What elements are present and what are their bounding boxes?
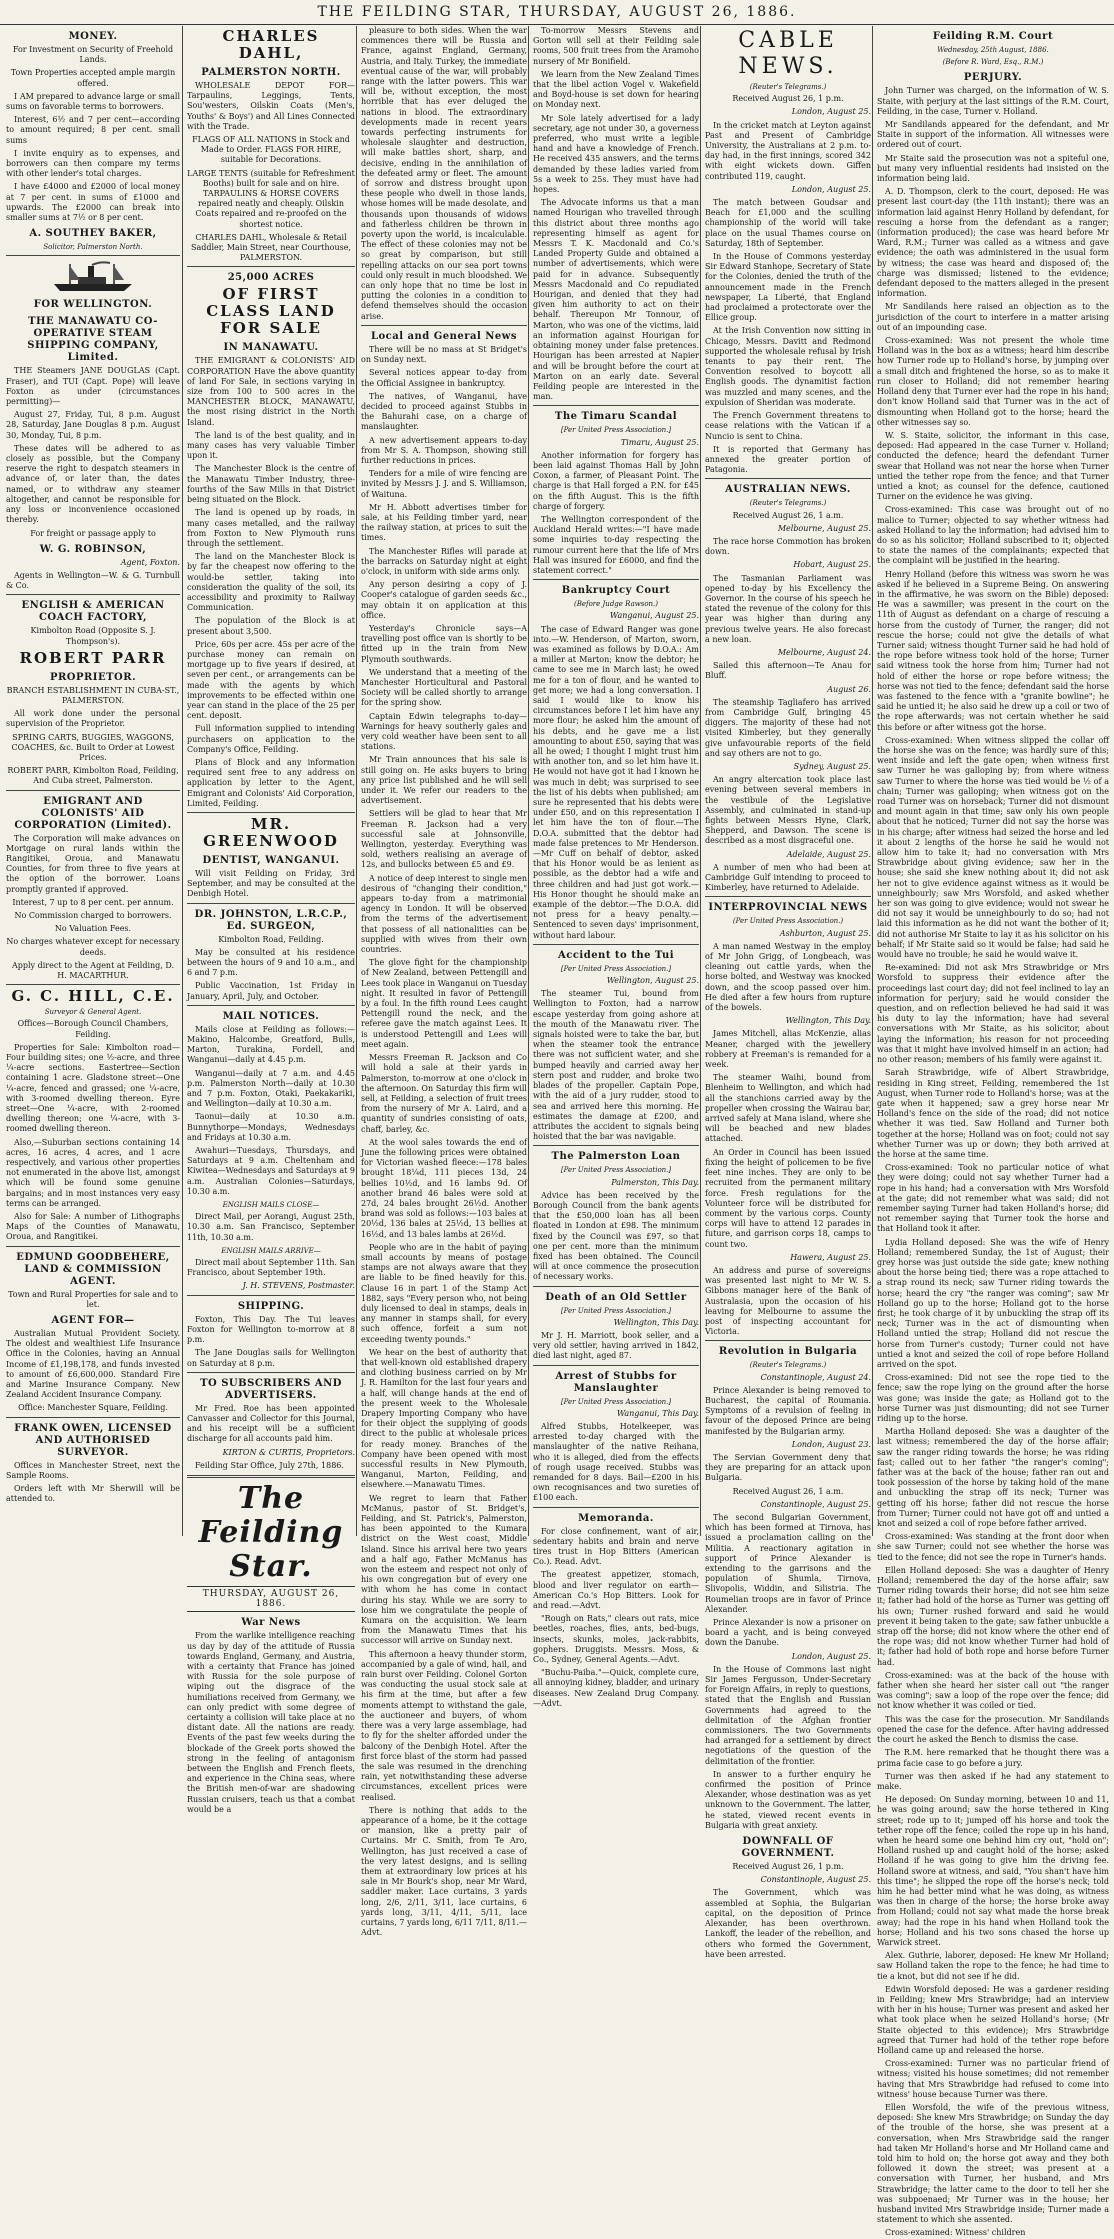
- agent-heading: AGENT FOR—: [51, 1315, 135, 1327]
- palmerston-loan-text: Advice has been received by the Borough Council from the bank agents that the £50,000 loan has all been floated in London at £98. The minimum fixed by the Council was £97, so that one per cent. more than the minimum fixed has been obtained. The Council will at once commence the prosecution of necessary works.: [533, 1190, 699, 1282]
- local-news-item: Yesterday's Chronicle says—A travelling post office van is shortly to be fitted up in the train from New Plymouth southwards.: [361, 623, 527, 664]
- court-text: Ellen Worsfold, the wife of the previous witness, deposed: She knew Mrs Strawbridge; on Sunday the day of the trouble of the horse, she was present at a conversation, when Mrs Strawbridge said the ranger had taken Mr Holland's horse and Mr Holland came and told him to hold on; the horse got away and they both followed it down the street; was present at a conversation with Turner, her husband, and Mrs Strawbridge; the latter came to the door to tell her she was subpoenaed; Mr Turner was in the house; her husband invited Mrs Strawbridge inside; Turner made a statement to which she assented.: [877, 2103, 1109, 2225]
- cable-text: In the cricket match at Leyton against Past and Present of Cambridge University, the Australians at 2 p.m. to-day had, in the first innings, scored 342 with eight wickets down. Giffen contributed 119, caught.: [705, 120, 871, 181]
- bulgaria-received: Received August 26, 1 a.m.: [732, 1486, 844, 1496]
- downfall-heading: DOWNFALL OF GOVERNMENT.: [741, 1836, 835, 1860]
- interprovincial-text: An Order in Council has been issued fixing the height of policemen to be five feet nine inches. They are only to be recruited from the permanent military force. Fresh regulations for the Volunteer force will be distributed for comment by the various corps. County corps will have to attend 12 parades in future, and garrison corps 18, camps to count two.: [705, 1147, 871, 1249]
- parr-name: ROBERT PARR: [19, 648, 167, 667]
- court-text: The R.M. here remarked that he thought there was a prima facie case to go before a jury.: [877, 1748, 1109, 1768]
- parr-text-2: All work done under the personal supervision of the Proprietor.: [6, 709, 180, 729]
- downfall-received: Received August 26, 1 p.m.: [732, 1862, 844, 1872]
- cable-news-heading: CABLE NEWS.: [738, 28, 838, 79]
- local-news-item: There will be no mass at St Bridget's on Sunday next.: [361, 344, 527, 365]
- johnston-text-2: May be consulted at his residence between the hours of 9 and 10 a.m., and 6 and 7 p.m.: [187, 947, 355, 978]
- interprovincial-source: (Per United Press Association.): [732, 917, 844, 926]
- local-news-heading: Local and General News: [370, 330, 518, 342]
- divider: [533, 1507, 699, 1508]
- manawatu-text-3: These dates will be adhered to as closely as possible, but the Company reserve the right to despatch steamers in advance of, or later than, the dates named, or to withdraw any steamer altogether, and cannot be responsible for any loss or inconvenience occasioned thereby.: [6, 443, 180, 525]
- war-news-text: From the warlike intelligence reaching us day by day of the attitude of Russia towards England, Germany, and Austria, with a certainty that France has joined with Russia for the sole purpose of wiping out the disgrace of the humiliations received from Germany, we can only predict with some degree of certainty a collision will take place at no distant date. All the nations are ready. Events of the past few weeks during the blockade of the Greek ports showed the strong in the feeling of antagonism between the English and French fleets, and experience in the China seas, where the British men-of-war are shadowing Russian cruisers, teach us that a combat would be a: [187, 1631, 355, 1814]
- australian-news-source: (Reuter's Telegrams.): [749, 499, 827, 508]
- local-news-item: The Manchester Rifles will parade at the barracks on Saturday night at eight o'clock, in uniform with side arms only.: [361, 546, 527, 576]
- emigrant-text-3: No Commission charged to borrowers.: [14, 910, 172, 920]
- manawatu-signature: W. G. ROBINSON,: [39, 543, 147, 555]
- local-news-item: Any person desiring a copy of J. Cooper's catalogue of garden seeds &c., may obtain it on application at this office.: [361, 580, 527, 620]
- divider: [6, 255, 180, 256]
- court-text: Cross-examined: Did not see the rope tied to the fence; saw the rope lying on the ground after the horse was gone; was inside the gate; as Holland got to the horse Turner was just dismounting; did not see Turner riding up to the horse.: [877, 1373, 1109, 1423]
- divider: [187, 266, 355, 267]
- cable-dateline: London, August 25.: [791, 184, 871, 194]
- parr-signature: ROBERT PARR, Kimbolton Road, Feilding, And Cuba street, Palmerston.: [7, 766, 179, 786]
- shipping-heading: SHIPPING.: [237, 1300, 305, 1312]
- stubbs-dateline: Wanganui, This Day.: [616, 1408, 699, 1418]
- court-text: Re-examined: Did not ask Mrs Strawbridge or Mrs Worsfold to suppress their evidence after the proceedings last court day; did not feel inclined to lay an information for perjury; said he would consider the question, and on reflection believed he had said it was his duty to lay the information; have had several conversations with Mr Staite, as his solicitor, about laying the information; his reason for not proceeding was that it might have involved himself in an action; had no other reason; members of his family were against it.: [877, 963, 1109, 1065]
- settler-text: Mr J. H. Marriott, book seller, and a very old settler, having arrived in 1842, died last night, aged 87.: [533, 1330, 699, 1361]
- acres-text-7: Price, 60s per acre. 45s per acre of the purchase money can remain on mortgage up to five years if desired, at seven per cent., or arrangements can be made with the agents by which improvements to be effected within one year can stand in the place of the 25 per cent. deposit.: [187, 639, 355, 721]
- interprovincial-text: The steamer Waihi, bound from Blenheim to Wellington, and which had all the stanchions carried away by the propeller when crossing the Wairau bar, arrived safely at Mana island, where she will be beached and new blades attached.: [705, 1073, 871, 1144]
- bulgaria-source: (Reuter's Telegrams.): [749, 1361, 827, 1370]
- emigrant-heading: EMIGRANT AND COLONISTS' AID CORPORATION (Limited).: [14, 795, 172, 831]
- divider: [6, 790, 180, 791]
- column-1: [2, 26, 184, 1536]
- emigrant-text-1: The Corporation will make advances on Mortgage on rural lands within the Rangitikei, Oroua, and Manawatu Counties, for from three to five years at the option of the borrower. Loans promptly granted if approved.: [6, 833, 180, 894]
- bulgaria-dateline: Constantinople, August 25.: [760, 1499, 871, 1509]
- agent-text-1: Australian Mutual Provident Society. The oldest and wealthiest Life Insurance Office in the Colonies, having an Annual Income of £1,198,178, and funds invested to amount of £6,600,000. Standard Fire and Marine Insurance Company. New Zealand Accident Insurance Company.: [6, 1329, 180, 1400]
- timaru-text-2: The Wellington correspondent of the Auckland Herald writes:—"I have made some inquiries to-day respecting the rumour current here that the life of Mrs Hall was insured for £6000, and find the statement correct.": [533, 514, 699, 575]
- acres-text-6: The population of the Block is at present about 3,500.: [187, 616, 355, 636]
- local-news-item: The natives, of Wanganui, have decided to proceed against Stubbs in the Bahurahi case, on a charge of manslaughter.: [361, 391, 527, 432]
- dahl-signature: CHARLES DAHL, Wholesale & Retail Saddler, Main Street, near Courthouse, PALMERSTON.: [191, 232, 351, 263]
- acres-text-4: The land is opened up by roads, in many cases metalled, and the railway from Foxton to New Plymouth runs through the settlement.: [187, 508, 355, 548]
- timaru-dateline: Timaru, August 25.: [620, 437, 699, 447]
- mail-text-2: Wanganui—daily at 7 a.m. and 4.45 p.m. Palmerston North—daily at 10.30 and 7 p.m. Foxton, Otaki, Paekakariki, and Wellington—daily at 10.30 a.m.: [187, 1068, 355, 1109]
- dahl-text-3: LARGE TENTS (suitable for Refreshment Booths) built for sale and on hire. TARPAULINS & HORSE COVERS repaired neatly and cheaply. Oilskin Coats repaired and re-proofed on the shortest notice.: [187, 168, 355, 229]
- bankruptcy-text: The case of Edward Ranger was gone into.—W. Henderson, of Marton, sworn, was examined as follows by D.O.A.: Am a miller at Marton; know the debtor; he came to see me in March last; he owed me for a ton of flour, and he wanted to get more; we had a long conversation. I said I would like to know his circumstances before I let him have any more flour; he asked him the amount of his debts, and he gave me a list amounting to about £50, saying that was all he owed; I thought I might trust him with another ton, and so let him have it. He would not have got it had I known he was much in debt; was surprised to see the list of his debts when published; am sure he represented that his debts were under £50, and on this representation I let him have the ton of flour.—The D.O.A. submitted that the debtor had made false pretences to Mr Henderson.—Mr Cuff on behalf of debtor, asked that his Honor would be as lenient as possible, as the debtor had a wife and three children and had just got work.—His Honor thought he should make an example of the debtor.—The D.O.A. did not press for a heavy penalty.—Sentenced to seven days' imprisonment, without hard labour.: [533, 624, 699, 940]
- shipping-text-1: Foxton, This Day. The Tui leaves Foxton for Wellington to-morrow at 8 p.m.: [187, 1314, 355, 1345]
- timaru-text-1: Another information for forgery has been laid against Thomas Hall by John Coxon, a farmer, of Pleasant Point. The charge is that Hall forged a P.N. for £45 on the fifth August. This is the fifth charge of forgery.: [533, 450, 699, 511]
- acres-text-3: The Manchester Block is the centre of the Manawatu Timber Industry, three-fourths of the Saw Mills in that District being situated on the Block.: [187, 464, 355, 505]
- court-text: Edwin Worsfold deposed: He was a gardener residing in Feilding; knew Mrs Strawbridge; had an interview with her in his house; Turner was present and asked her what took place when he seized Holland's horse; (Mr Staite objected to this evidence); Mrs Strawbridge agreed that Turner had hold of the tether rope before Holland came up and released the horse.: [877, 1984, 1109, 2055]
- rm-court-heading: Feilding R.M. Court: [932, 31, 1054, 42]
- bulgaria-text: The second Bulgarian Government, which has been formed at Tirnova, has issued a proclamation calling on the Militia. A reactionary agitation in support of Prince Alexander is extending to the garrisons and the population of Shumla, Tirnova, Slivopolis, Widdin, and Silistria. The Roumelian troops are in favor of Prince Alexander.: [705, 1512, 871, 1614]
- court-text: Mr Sandilands appeared for the defendant, and Mr Staite in support of the information. All witnesses were ordered out of court.: [877, 120, 1109, 150]
- bulgaria-text: The Servian Government deny that they are preparing for an attack upon Bulgaria.: [705, 1452, 871, 1483]
- australian-text: An angry altercation took place last evening between several members in the vestibule of the Legislative Assembly, and culminated in stand-up fights between Messrs Hyne, Clark, Shepperd, and Dawson. The scene is described as a most disgraceful one.: [705, 775, 871, 846]
- court-text: Cross-examined: was at the back of the house with father when she heard her sister call out "the ranger was coming"; saw a loop of the rope over the fence; did not know whether it was coiled or tied.: [877, 1670, 1109, 1711]
- court-text: Alex. Guthrie, laborer, deposed: He knew Mr Holland; saw Holland taken the rope to the fence; he had time to tie a knot, but did not see if he did.: [877, 1951, 1109, 1981]
- memoranda-item: For close confinement, want of air, sedentary habits and brain and nerve tires trust in Hop Bitters (American Co.). Read. Advt.: [533, 1526, 699, 1567]
- owen-text-1: Offices in Manchester Street, next the Sample Rooms.: [6, 1460, 180, 1480]
- bulgaria-text: Prince Alexander is now a prisoner on board a yacht, and is being conveyed down the Danube.: [705, 1618, 871, 1648]
- court-text: Cross-examined: Was standing at the front door when she saw Turner; could not see whether the horse was tied to the fence; did not see the rope in Turner's hands.: [877, 1532, 1109, 1562]
- manawatu-text-2: August 27, Friday, Tui, 8 p.m. August 28, Saturday, Jane Douglas 8 p.m. August 30, Monday, Tui, 8 p.m.: [6, 410, 180, 440]
- australian-text: Sailed this afternoon—Te Anau for Bluff.: [705, 661, 871, 681]
- hill-text-1: Properties for Sale: Kimbolton road—Four building sites; one ½-acre, and three ¼-acre sections. Eastertree—Section containing 1 acre. Gladstone street—One ¼-acre, fenced and grassed; one ¼-acre, with 3-roomed dwelling thereon. Eyre street—One ¼-acre, with 2-roomed dwelling thereon; one ¼-acre, with 3-roomed dwelling thereon.: [6, 1042, 180, 1134]
- mail-text-1: Mails close at Feilding as follows:—Makino, Halcombe, Greatford, Bulls, Marton, Turakina, Fordell, and Wanganui—daily at 4.45 p.m.: [187, 1024, 355, 1065]
- interprovincial-dateline: Ashburton, August 25.: [779, 928, 871, 938]
- divider: [187, 1372, 355, 1373]
- local-news-item: Several notices appear to-day from the Official Assignee in bankruptcy.: [361, 368, 527, 388]
- australian-dateline: Melbourne, August 25.: [777, 523, 871, 533]
- tui-source: [Per United Press Association.]: [560, 964, 672, 973]
- emigrant-text-5: No charges whatever except for necessary deeds.: [6, 937, 180, 957]
- english-arrive-heading: ENGLISH MAILS ARRIVE—: [221, 1246, 321, 1255]
- subscribers-heading: TO SUBSCRIBERS AND ADVERTISERS.: [200, 1377, 342, 1401]
- local-news-item: This afternoon a heavy thunder storm, accompanied by a gale of wind, hail, and rain burst over Feilding. Colonel Gorton was conducting the usual stock sale at his firm at the time, but after a few moments attempt to withstand the gale, the auctioneer and buyers, of whom there was a very large assemblage, had to fly for the shelter afforded under the balcony of the Denbigh Hotel. After the first force blast of the storm had passed the sale was resumed in the drenching rain, yet notwithstanding these adverse circumstances, excellent prices were realised.: [361, 1649, 527, 1802]
- timaru-heading: The Timaru Scandal: [554, 411, 678, 423]
- acres-place: IN MANAWATU.: [223, 342, 319, 354]
- local-news-item: Settlers will be glad to hear that Mr Freeman R. Jackson had a very successful sale at Johnsonville, Wellington, yesterday. Everything was sold, wethers realising an average of 12s, and bullocks between £5 and £9.: [361, 809, 527, 870]
- stubbs-heading: Arrest of Stubbs for Manslaughter: [555, 1370, 677, 1394]
- greenwood-text: Will visit Feilding on Friday, 3rd September, and may be consulted at the Denbigh Hotel.: [187, 868, 355, 899]
- palmerston-loan-heading: The Palmerston Loan: [551, 1151, 681, 1163]
- divider: [533, 1286, 699, 1287]
- goodbehere-text: Town and Rural Properties for sale and to let.: [8, 1289, 178, 1309]
- palmerston-loan-dateline: Palmerston, This Day.: [611, 1177, 699, 1187]
- hill-text-2: Also,—Suburban sections containing 14 acres, 16 acres, 4 acres, and 1 acre respectively, and various other properties not enumerated in the above list, amongst which will be found some genuine bargains; and in most instances very easy terms can be arranged.: [6, 1137, 180, 1208]
- palmerston-loan-source: [Per United Press Association.]: [560, 1166, 672, 1175]
- johnston-text-3: Public Vaccination, 1st Friday in January, April, July, and October.: [187, 981, 355, 1001]
- local-news-item: We learn from the New Zealand Times that the libel action Vogel v. Wakefield and Boyd-house is set down for hearing on Monday next.: [533, 69, 699, 110]
- divider: [705, 478, 871, 479]
- hill-offices: Offices—Borough Council Chambers, Feilding.: [17, 1019, 169, 1039]
- court-text: A. D. Thompson, clerk to the court, deposed: He was present last court-day (the 11th instant); there was an information laid against Henry Holland by defendant, for rescuing a horse from the defendant as a ranger; (information produced); the case was heard before Mr Ward, R.M.; Turner was called as a witness and gave evidence; the oath was administered in the usual form by witness; the case was heard and disposed of; the charge was dismissed; listened to the evidence; defendant deposed to the matters alleged in the present information.: [877, 187, 1109, 299]
- local-news-item: To-morrow Messrs Stevens and Gorton will sell at their Feilding sale rooms, 500 fruit trees from the Aramoho nursery of Mr Bonifield.: [533, 26, 699, 66]
- column-2: [182, 26, 359, 1814]
- downfall-dateline: Constantinople, August 25.: [760, 1875, 871, 1885]
- money-subheading: For Investment on Security of Freehold Lands.: [12, 45, 174, 65]
- bulgaria-heading: Revolution in Bulgaria: [718, 1346, 858, 1358]
- court-text: John Turner was charged, on the information of W. S. Staite, with perjury at the last sittings of the R.M. Court, Feilding, in the case, Turner v. Holland.: [877, 86, 1109, 116]
- rm-court-date: Wednesday, 25th August, 1886.: [937, 46, 1049, 54]
- subscribers-signature: KIRTON & CURTIS, Proprietors.: [222, 1447, 355, 1457]
- greenwood-title: DENTIST, WANGANUI.: [202, 854, 340, 866]
- divider: [533, 1365, 699, 1366]
- memoranda-item: The greatest appetizer, stomach, blood and liver regulator on earth—American Co.'s Hop Bitters. Look for and read.—Advt.: [533, 1570, 699, 1611]
- timaru-source: [Per United Press Association.]: [560, 426, 672, 435]
- parr-text-1: BRANCH ESTABLISHMENT IN CUBA-ST., PALMERSTON.: [6, 685, 180, 705]
- memoranda-heading: Memoranda.: [578, 1512, 654, 1524]
- local-news-item: Messrs Freeman R. Jackson and Co will hold a sale at their yards in Palmerston, to-morrow at one o'clock in the afternoon. On Saturday this firm will sell, at Feilding, a selection of fruit trees from the nursery of Mr A. Laird, and a quantity of sundries consisting of oats, chaff, barley, &c.: [361, 1053, 527, 1134]
- australian-dateline: Melbourne, August 24.: [777, 647, 871, 657]
- subscribers-text-1: Mr Fred. Roe has been appointed Canvasser and Collector for this Journal, and his receipt will be a sufficient discharge for all accounts paid him.: [187, 1403, 355, 1444]
- emigrant-text-6: Apply direct to the Agent at Feilding, D. H. MACARTHUR.: [11, 960, 175, 980]
- divider: [6, 1246, 180, 1247]
- money-text-2: I AM prepared to advance large or small sums on favorable terms to borrowers.: [6, 91, 180, 112]
- page-masthead: THE FEILDING STAR, THURSDAY, AUGUST 26, 1886.: [0, 0, 1114, 25]
- bankruptcy-dateline: Wanganui, August 25.: [609, 611, 699, 621]
- money-signature: A. SOUTHEY BAKER,: [29, 228, 157, 240]
- interprovincial-text: An address and purse of sovereigns was presented last night to Mr W. S. Gibbons manager here of the Bank of Australasia, upon the occasion of his leaving for Melbourne to assume the post of inspecting accountant for Victoria.: [705, 1265, 871, 1337]
- local-news-item: The glove fight for the championship of New Zealand, between Pettengill and Lees took place in Wanganui on Tuesday night. It resulted in favor of Pettengill by a foul. In the fifth round Lees caught Pettengill round the neck, and the referee gave the match against Lees. It is understood Pettengill and Lees will meet again.: [361, 958, 527, 1049]
- australian-news-heading: AUSTRALIAN NEWS.: [725, 484, 851, 496]
- bankruptcy-heading: Bankruptcy Court: [561, 585, 671, 597]
- rm-court-before: (Before R. Ward, Esq., R.M.): [942, 58, 1044, 67]
- bankruptcy-judge: (Before Judge Rawson.): [573, 600, 659, 609]
- dahl-heading: CHARLES DAHL,: [222, 27, 320, 62]
- bulgaria-text: In the House of Commons last night Sir James Fergusson, Under-Secretary for Foreign Affairs, in reply to questions, stated that the English and Russian Governments had agreed to the delimitation of the Afghan frontier commissioners. The two Governments had arranged for a settlement by direct negotiations of the question of the delimitation of the frontier.: [705, 1664, 871, 1766]
- divider: [533, 405, 699, 406]
- coach-text: Kimbolton Road (Opposite S. J. Thompson's).: [30, 626, 156, 646]
- australian-text: The steamship Tagliafero has arrived from Cambridge Gulf, bringing 45 diggers. The majority of these had not visited Kimberley, but they generally give unfavourable reports of the field and say others are not to go.: [705, 697, 871, 758]
- divider: [533, 944, 699, 945]
- bulgaria-dateline: London, August 25.: [791, 1651, 871, 1661]
- downfall-text: The Government, which was assembled at Sophia, the Bulgarian capital, on the deposition of Prince Alexander, has been overthrown. Lankoff, the leader of the rebellion, and others who formed the Government, have been arrested.: [705, 1888, 871, 1959]
- owen-text-2: Orders left with Mr Sherwill will be attended to.: [6, 1484, 180, 1504]
- manawatu-text-5: Agents in Wellington—W. & G. Turnbull & Co.: [6, 570, 180, 591]
- divider: [6, 594, 180, 595]
- australian-dateline: Hobart, August 25.: [793, 560, 871, 570]
- newspaper-dateline: THURSDAY, AUGUST 26, 1886.: [187, 1586, 355, 1612]
- acres-text-5: The land on the Manchester Block is by far the cheapest now offering to the would-be settler, taking into consideration the quality of the soil, its accessibility and proximity to Railway Communication.: [187, 552, 355, 613]
- australian-dateline: August 26.: [827, 684, 871, 694]
- english-close-text: Direct Mail, per Aorangi, August 25th, 10.30 a.m. San Francisco, September 11th, 10.30 a.m.: [187, 1212, 355, 1242]
- column-4: [528, 26, 703, 1708]
- manawatu-text-1: THE Steamers JANE DOUGLAS (Capt. Fraser), and TUI (Capt. Pope) will leave Foxton as under (circumstances permitting)—: [6, 366, 180, 407]
- steamship-icon: [6, 260, 180, 294]
- english-arrive-text: Direct mail about September 11th. San Francisco, about September 19th.: [187, 1258, 355, 1278]
- cable-dateline: London, August 25.: [791, 107, 871, 117]
- mail-text-3: Taonui—daily at 10.30 a.m. Bunnythorpe—Mondays, Wednesdays and Fridays at 10.30 a.m.: [187, 1112, 355, 1142]
- cable-received: Received August 26, 1 p.m.: [732, 94, 844, 104]
- mail-heading: MAIL NOTICES.: [222, 1010, 320, 1022]
- local-news-item: People who are in the habit of paying small accounts by means of postage stamps are not always aware that they are liable to be fined heavily for this. Clause 16 in part 1 of the Stamp Act 1882, says "Every person who, not being duly licensed to deal in stamps, deals in any manner in stamps shall, for every such offence, forfeit a sum not exceeding twenty pounds.": [361, 1242, 527, 1344]
- court-text: Cross-examined: Was not present the whole time Holland was in the box as a witness; heard him describe how Turner rode up to Holland's horse, by jumping over a small ditch and frightened the horse, so as to make it run closer to Holland; did not remember hearing Holland deny that Turner ever had the rope in his hand; don't know Holland said that Turner was in the act of dismounting when Holland got to the horse; heard the other witnesses say so.: [877, 336, 1109, 427]
- cable-news-source: (Reuter's Telegrams.): [749, 83, 827, 91]
- settler-source: [Per United Press Association.]: [560, 1306, 672, 1315]
- perjury-subheading: PERJURY.: [963, 72, 1023, 84]
- newspaper-title: The Feilding Star.: [198, 1480, 344, 1584]
- local-news-item: The Advocate informs us that a man named Hourigan who travelled through this district about three months ago representing himself as agent for Messrs T. K. Macdonald and Co.'s Landed Property Guide and obtained a number of advertisements, which were paid for in advance. Subsequently Messrs Macdonald and Co repudiated Hourigan, and denied that they had given him authority to act on their behalf. Thereupon Mr Tonnour, of Marton, who was one of the victims, laid an information against Hourigan for obtaining money under false pretences. Hourigan has been arrested at Napier and will be brought before the court at Marton on an early date. Several Feilding people are interested in the man.: [533, 198, 699, 402]
- column-3: [356, 26, 531, 1938]
- manawatu-text-4: For freight or passage apply to: [30, 528, 156, 538]
- local-news-item: There is nothing that adds to the appearance of a home, be it the cottage or mansion, like a pretty pair of Curtains. Mr C. Smith, from Te Aro, Wellington, has just received a case of the very latest designs, and is selling them at extraordinary low prices at his sale in Mr Bourk's shop, near Mr Ward, saddler maker. Lace curtains, 3 yards long, 2/6, 2/11, 3/11, lace curtains, 6 yards long, 3/11, 4/11, 5/11, lace curtains, 7 yards long, 6/11 7/11, 8/11.—Advt.: [361, 1805, 527, 1938]
- australian-text: A number of men who had been at Cambridge Gulf intending to proceed to Kimberley, have returned to Adelaide.: [705, 862, 871, 893]
- local-news-item: We hear on the best of authority that that well-known old established drapery and clothing business carried on by Mr J. R. Hamilton for the last four years and a half, will change hands at the end of the present week to the Wholesale Drapery Importing Company who have for their object the supplying of goods direct to the public at wholesale prices for ready money. Branches of the Company have been opened with most successful results in New Plymouth, Wanganui, Marton, Feilding, and elsewhere.—Manawatu Times.: [361, 1347, 527, 1490]
- court-text: Ellen Holland deposed: She was a daughter of Henry Holland; remembered the day of the horse affair; saw Turner riding towards their horse; did not see him seize it; father had hold of the horse as Turner was getting off his own; Turner rushed forward and said he would prevent it being taken to the gate; saw father unbuckle a strap off the horse; did not know where the other end of the rope was; did not know whether Turner had hold of it; father had hold of both rope and horse before Turner had.: [877, 1565, 1109, 1667]
- settler-heading: Death of an Old Settler: [545, 1291, 687, 1303]
- divider: [705, 896, 871, 897]
- owen-heading: FRANK OWEN, LICENSED AND AUTHORISED SURVEYOR.: [14, 1422, 172, 1458]
- emigrant-text-2: Interest, 7 up to 8 per cent. per annum.: [12, 897, 174, 907]
- johnston-text-1: Kimbolton Road, Feilding.: [218, 934, 324, 944]
- bulgaria-text: In answer to a further enquiry he confirmed the position of Prince Alexander, whose destination was as yet unknown to the Government. The latter, he stated, viewed recent events in Bulgaria with great anxiety.: [705, 1769, 871, 1830]
- money-heading: MONEY.: [68, 31, 118, 42]
- emigrant-text-4: No Valuation Fees.: [54, 924, 132, 934]
- court-text: Cross-examined: Took no particular notice of what they were doing; could not say whether Turner had a rope in his hand; had a conversation with Mrs Worsfold at the gate; did not remember what was said; did not remember saying Turner had taken Holland's horse; did not remember saying that Turner took the horse and that Holland took it after.: [877, 1163, 1109, 1234]
- settler-dateline: Wellington, This Day.: [613, 1317, 699, 1327]
- money-text-5: I have £4000 and £2000 of local money at 7 per cent. in sums of £1000 and upwards. The £2000 can break into smaller sums at 7½ or 8 per cent.: [6, 182, 180, 223]
- tui-heading: Accident to the Tui: [557, 949, 675, 961]
- tui-text: The steamer Tui, bound from Wellington to Foxton, had a narrow escape yesterday from going ashore at the mouth of the Manawatu river. The signals hoisted were to take the bar, but when the steamer took the entrance there was not sufficient water, and she bumped heavily and carried away her stern post and rudder, and broke two blades of the propeller. Captain Pope, with the aid of a jury rudder, stood to sea and arrived here this morning. He estimates the damage at £200, and attributes the accident to signals being hoisted that the bar was navigable.: [533, 989, 699, 1142]
- cable-text: At the Irish Convention now sitting in Chicago, Messrs. Davitt and Redmond supported the wholesale refusal by Irish tenants to pay their rent. The Convention resolved to boycott all English goods. The dynamitist faction was muzzled and many scenes, and the expulsion of Sheridan was moderate.: [705, 326, 871, 407]
- divider: [187, 812, 355, 813]
- cable-text: The match between Goudsar and Beach for £1,000 and the sculling championship of the world will take place on the usual Thames course on Saturday, 18th of September.: [705, 198, 871, 248]
- local-news-item: Tenders for a mile of wire fencing are invited by Messrs J. J. and S. Williamson, of Waituna.: [361, 469, 527, 499]
- court-text: He deposed: On Sunday morning, between 10 and 11, he was going around; saw the horse tethered in King street; rode up to it; jumped off his horse and took the tether rope off the fence; coiled the rope up in his hand, when he heard some one behind him cry out, "hold on"; Holland rushed up and caught hold of the horse; asked Holland if he was going to give him the driving fee. Holland swore at witness, and said, "You shan't have him this time"; he slipped the rope off the horse's neck; told him he had better mind what he was doing, as witness was then in charge of the horse; the horse broke away from Holland; could not say what made the horse break away; had the rope in his hand when Holland took the horse; Holland and his two sons chased the horse up Warwick street.: [877, 1795, 1109, 1947]
- parr-title: PROPRIETOR.: [49, 671, 137, 683]
- bulgaria-dateline: Constantinople, August 24.: [760, 1372, 871, 1382]
- divider: [6, 1417, 180, 1418]
- cable-text: It is reported that Germany has annexed the greater portion of Patagonia.: [705, 444, 871, 475]
- acres-heading: 25,000 ACRES: [227, 272, 315, 284]
- johnston-heading: DR. JOHNSTON, L.R.C.P., Ed. SURGEON,: [194, 908, 348, 932]
- parr-text-3: SPRING CARTS, BUGGIES, WAGGONS, COACHES, &c. Built to Order at Lowest Prices.: [11, 732, 175, 762]
- money-text-1: Town Properties accepted ample margin offered.: [10, 68, 176, 88]
- court-text: This was the case for the prosecution. Mr Sandilands opened the case for the defence. After having addressed the court he asked the Bench to dismiss the case.: [877, 1714, 1109, 1745]
- local-news-item: At the wool sales towards the end of June the following prices were obtained for Victorian washed fleece:—178 bales brought 18¼d, 111 pieces 13d, 24 bellies 10½d, and 16 lambs 9d. Of another brand 46 bales were sold at 27d, 24 bales brought 26½d. Another brand was sold as follows:—103 bales at 20½d, 136 bales at 25½d, 13 bellies at 16½d, and 13 bales lambs at 26½d.: [361, 1137, 527, 1239]
- australian-text: The race horse Commotion has broken down.: [705, 536, 871, 557]
- postmaster-signature: J. H. STEVENS, Postmaster.: [242, 1281, 355, 1291]
- local-news-item: Mr Train announces that his sale is still going on. He asks buyers to bring any price list published and he will sell under it. We refer our readers to the advertisement.: [361, 755, 527, 806]
- court-text: Turner was then asked if he had any statement to make.: [877, 1771, 1109, 1791]
- wellington-heading: FOR WELLINGTON.: [33, 299, 153, 311]
- dahl-place: PALMERSTON NORTH.: [201, 67, 341, 78]
- divider: [187, 903, 355, 904]
- court-text: Mr Sandilands here raised an objection as to the jurisdiction of the court to interfere in a matter arising out of an impounding case.: [877, 302, 1109, 332]
- mail-text-4: Awahuri—Tuesdays, Thursdays, and Saturdays at 9 a.m. Cheltenham and Kiwitea—Wednesdays and Saturdays at 9 a.m. Australian Colonies—Saturdays, 10.30 a.m.: [187, 1146, 355, 1196]
- court-text: Cross-examined: This case was brought out of no malice to Turner; objected to say whether witness had asked Holland to lay the information; had advised him to do so as his solicitor; Holland subscribed to it; objected to state the names of the complainants; expected that the complaint will be justified in the hearing.: [877, 505, 1109, 566]
- divider: [533, 1145, 699, 1146]
- dahl-text-2: FLAGS OF ALL NATIONS in Stock and Made to Order. FLAGS FOR HIRE, suitable for Decorations.: [192, 135, 350, 165]
- column-5: [700, 26, 875, 1959]
- local-news-item: A new advertisement appears to-day from Mr S. A. Thompson, showing still further reductions in prices.: [361, 435, 527, 465]
- column-6: [872, 26, 1113, 2238]
- hill-name: G. C. HILL, C.E.: [11, 987, 175, 1006]
- money-text-4: I invite enquiry as to expenses, and borrowers can then compare my terms with other lender's total charges.: [6, 148, 180, 179]
- war-news-continued: pleasure to both sides. When the war commences there will be Russia and France, against England, Germany, Austria, and Italy. Turkey, the immediate eventual cause of the war, will probably range with the latter powers. This war will be, without exception, the most horrible that has ever deluged the nations in blood. The extraordinary developments made in recent years towards perfecting instruments for wholesale slaughter and destruction, will make battles short, sharp, and decisive, ending in the annihilation of the defeated army or fleet. The amount of sorrow and distress brought upon these people who dwell in those lands, whose homes will be made desolate, and thousands upon thousands of widows and fatherless children be thrown in poverty upon the world, is incalculable. The effect of these colonies may not be so great by comparison, but still repelling attacks on our sea port towns could only result in much bloodshed. We can only hope that no time be lost in putting the colonies in a condition to defend themselves should the occasion arise.: [361, 26, 527, 321]
- acres-text-1: THE EMIGRANT & COLONISTS' AID CORPORATION Have the above quantity of land For Sale, in sections varying in size from 100 to 500 acres in the MANCHESTER BLOCK, MANAWATU, the most rising district in the North Island.: [187, 356, 355, 427]
- court-text: W. S. Staite, solicitor, the informant in this case, deposed: Had appeared in the case Turner v. Holland; conducted the defence; heard the defendant Turner swear that Holland was not near the horse when Turner untied the tether rope from the fence; and that Turner untied a knot; as counsel for the defence, cautioned Turner on the evidence he was giving.: [877, 430, 1109, 502]
- australian-dateline: Adelaide, August 25.: [786, 849, 871, 859]
- local-news-item: We regret to learn that Father McManus, pastor of St. Bridget's, Feilding, and St. Patrick's, Palmerston, has been appointed to the Kumara district on the West coast, Middle Island. Since his arrival here two years and a half ago, Father McManus has won the esteem and respect not only of his own congregation but of every one with whom he has come in contact during his stay. While we are sorry to lose him we congratulate the people of Kumara on the acquisition. We learn from the Manawatu Times that his successor will arrive on Sunday next.: [361, 1493, 527, 1646]
- hill-title: Surveyor & General Agent.: [44, 1008, 142, 1017]
- court-text: Cross-examined: Witness' children: [885, 2228, 1026, 2238]
- memoranda-item: "Rough on Rats," clears out rats, mice beetles, roaches, flies, ants, bed-bugs, insects, skunks, moles, jack-rabbits, gophers. Druggists. Messrs. Moss, & Co., Sydney, General Agents.—Advt.: [533, 1614, 699, 1665]
- interprovincial-dateline: Hawera, August 25.: [790, 1252, 871, 1262]
- money-signature-title: Solicitor, Palmerston North.: [43, 243, 143, 252]
- interprovincial-text: James Mitchell, alias McKenzie, alias Meaner, charged with the jewellery robbery at Freeman's is remanded for a week.: [705, 1029, 871, 1070]
- manawatu-heading: THE MANAWATU CO-OPERATIVE STEAM SHIPPING COMPANY, Limited.: [27, 316, 159, 364]
- cable-text: In the House of Commons yesterday Sir Edward Stanhope, Secretary of State for the Colonies, denied the truth of the announcement made in the French newspaper, La Liberté, that England had proclaimed a protectorate over the Ellice group.: [705, 252, 871, 323]
- court-text: Mr Staite said the prosecution was not a spiteful one, but many very influential residents had insisted on the information being laid.: [877, 153, 1109, 184]
- divider: [187, 1295, 355, 1296]
- english-close-heading: ENGLISH MAILS CLOSE—: [222, 1201, 320, 1210]
- interprovincial-text: A man named Westway in the employ of Mr John Grigg, of Longbeach, was cleaning out cattle yards, when the horse bolted, and Westway was knocked down, and the scoop passed over him. He died after a few hours from rupture of the bowels.: [705, 941, 871, 1013]
- interprovincial-dateline: Wellington, This Day.: [785, 1016, 871, 1026]
- stubbs-text: Alfred Stubbs, Hotelkeeper, was arrested to-day charged with the manslaughter of the native Reihana, who it is alleged, died from the effects of rough usage received. Stubbs was remanded for 8 days. Bail—£200 in his own recognisances and two sureties of £100 each.: [533, 1421, 699, 1503]
- divider: [533, 579, 699, 580]
- memoranda-item: "Buchu-Paiba."—Quick, complete cure, all annoying kidney, bladder, and urinary diseases. New Zealand Drug Company.—Advt.: [533, 1668, 700, 1708]
- coach-heading: ENGLISH & AMERICAN COACH FACTORY,: [21, 600, 165, 624]
- local-news-item: Captain Edwin telegraphs to-day—Warnings for heavy southerly gales and very cold weather have been sent to all stations.: [361, 711, 527, 752]
- australian-text: The Tasmanian Parliament was opened to-day by his Excellency the Governor. In the course of his speech he stated the revenue of the colony for this year was higher than during any previous twelve years. He also forecast a new loan.: [705, 573, 871, 644]
- court-text: Cross-examined: Turner was no particular friend of witness; visited his house sometimes; did not remember having that Mrs Strawbridge had refused to come into witness' house because Turner was there.: [877, 2059, 1109, 2099]
- bulgaria-dateline: London, August 23.: [791, 1439, 871, 1449]
- court-text: Henry Holland (before this witness was sworn he was asked if he believed in a Supreme Being. On answering in the affirmative, he was sworn on the Bible) deposed: He was a sawmiller; was present in the court on the 11th of August as defendant on a charge of rescuing a horse from the custody of Turner, the ranger; did not rescue the horse; could not give the details of what Turner said; witness thought Turner said he had hold of the rope before witness took hold of the horse; Turner said witness took the horse from him; Turner had not hold of either the horse or rope before witness; the horse was not tied to the fence; defendant said the horse was fastened to the fence with a "granite bowline"; he said he untied it; he also said he drew up a coil or two of the rope afterwards; was not certain whether he said this before or after witness got the horse.: [877, 569, 1109, 732]
- manawatu-signature-title: Agent, Foxton.: [120, 557, 180, 567]
- divider: [361, 325, 527, 326]
- divider: [187, 1005, 355, 1006]
- war-news-heading: War News: [241, 1617, 301, 1629]
- agent-text-2: Office: Manchester Square, Feilding.: [18, 1403, 168, 1413]
- local-news-item: Mr Sole lately advertised for a lady secretary, age not under 30, a governess preferred, who must write a legible hand and have a knowledge of French. He received 435 answers, and the terms demanded by these ladies varied from 5s a week to 25s. They must have had hopes.: [533, 113, 699, 195]
- australian-dateline: Sydney, August 25.: [793, 761, 871, 771]
- goodbehere-heading: EDMUND GOODBEHERE, LAND & COMMISSION AGENT.: [16, 1251, 170, 1287]
- acres-text-9: Plans of Block and any information required sent free to any address on application by letter to the Agent, Emigrant and Colonists' Aid Corporation, Limited, Feilding.: [187, 757, 355, 808]
- money-text-3: Interest, 6½ and 7 per cent—according to amount required; 8 per cent. small sums: [6, 115, 180, 145]
- acres-text-2: The land is of the best quality, and in many cases has very valuable Timber upon it.: [187, 430, 355, 461]
- australian-received: Received August 26, 1 a.m.: [732, 510, 844, 520]
- acres-text-8: Full information supplied to intending purchasers on application to the Company's Office, Feilding.: [187, 724, 355, 754]
- court-text: Cross-examined: When witness slipped the collar off the horse she was on the fence; was hardly sure of this; went inside and left the gate open; when witness first saw Turner he was galloping by; from where witness saw Turner to where the horse was tied would be ½ of a chain; Turner was galloping; when witness got on the road Turner was on horseback; Turner did not dismount and mount again in that time; saw only his own people about that he noticed; Turner did not say the horse was in his charge; after witness had seized the horse and led it about 2 lengths of the horse he said he would not allow him to take it; had no conversation with Mrs Strawbridge about giving evidence; saw her in the house; she said she knew nothing about it; did not ask her not to give evidence against witness as it would be unneighbourly; saw Mrs Worsfold, and asked whether her son was going to give evidence; would not swear he did not say it would be unneighbourly to do so; had not laid this information as he did not want the bother of it; did not authorise Mr Staite to lay it as his solicitor on his behalf; if Mr Staite said so it would be false; had said he would have no trouble; he said he would waive it.: [877, 735, 1109, 960]
- shipping-text-2: The Jane Douglas sails for Wellington on Saturday at 8 p.m.: [187, 1348, 355, 1368]
- tui-dateline: Wellington, August 25.: [606, 976, 699, 986]
- cable-text: The French Government threatens to cease relations with the Vatican if a Nuncio is sent to China.: [705, 411, 871, 441]
- bulgaria-text: Prince Alexander is being removed to Bucharest, the capital of Roumania. Symptoms of a revulsion of feeling in favour of the deposed Prince are being manifested by the Bulgarian army.: [705, 1385, 871, 1436]
- stubbs-source: [Per United Press Association.]: [560, 1397, 672, 1406]
- interprovincial-heading: INTERPROVINCIAL NEWS: [708, 902, 868, 914]
- local-news-item: Mr H. Abbott advertises timber for sale, at his Feilding timber yard, near the railway station, at prices to suit the times.: [361, 502, 527, 543]
- acres-subheading: OF FIRST CLASS LAND FOR SALE: [206, 285, 336, 338]
- court-text: Martha Holland deposed: She was a daughter of the last witness; remembered the day of the horse affair; saw the ranger riding towards the horse; he was riding fast; called out to her father "the ranger's coming"; father was at the back of the house; father ran out and took possession of the horse by taking hold of the mane and unbuckling the strap off its neck; Turner was getting off his horse; father did not rescue the horse from Turner; Turner could not have got off and untied a knot and seized a coil of rope before father arrived.: [877, 1427, 1109, 1529]
- divider: [187, 1475, 355, 1478]
- divider: [705, 1340, 871, 1341]
- subscribers-text-2: Feilding Star Office, July 27th, 1886.: [195, 1460, 344, 1470]
- court-text: Lydia Holland deposed: She was the wife of Henry Holland; remembered Sunday, the 1st of August; their grey horse was just outside the side gate; knew nothing about the horse being tied; there was a rope attached to a strap round its neck; saw Turner riding towards the horse; heard the cry "the ranger was coming"; saw Mr Holland go up to the horse; Holland got to the horse first; he took charge of it by unbuckling the strap off its neck; Turner was in the act of dismounting when Holland untied the strap; Holland did not rescue the horse from Turner's custody; Turner could not have untied a knot and seized the coil of rope before Holland arrived on the spot.: [877, 1237, 1109, 1369]
- divider: [6, 984, 180, 985]
- hill-text-3: Also for Sale: A number of Lithographs Maps of the Counties of Manawatu, Oroua, and Rangitikei.: [6, 1212, 180, 1242]
- court-text: Sarah Strawbridge, wife of Albert Strawbridge, residing in King street, Feilding, remembered the 1st August, when Turner rode to Holland's horse; was at the gate when it happened; saw a grey horse near Mr Holland's fence on the side of the road; did not notice whether it was tied. Saw Holland and Turner both together at the horse; Holland was on foot; could not say whether Turner was up or down; they both arrived at the horse at the same time.: [877, 1068, 1109, 1159]
- local-news-item: A notice of deep interest to single men desirous of "changing their condition," appears to-day from a matrimonial agency in London. It will be observed from the terms of the advertisement that possess of all nationalities can be supplied with wives from their own countries.: [361, 873, 527, 955]
- dahl-text-1: WHOLESALE DEPOT FOR—Tarpaulins, Leggings, Tents, Sou'westers, Oilskin Coats (Men's, Youths' & Boys') and All Lines Connected with the Trade.: [187, 81, 355, 131]
- local-news-item: We understand that a meeting of the Manchester Horticultural and Pastoral Society will be called shortly to arrange for the spring show.: [361, 667, 527, 708]
- greenwood-name: MR. GREENWOOD: [203, 814, 339, 850]
